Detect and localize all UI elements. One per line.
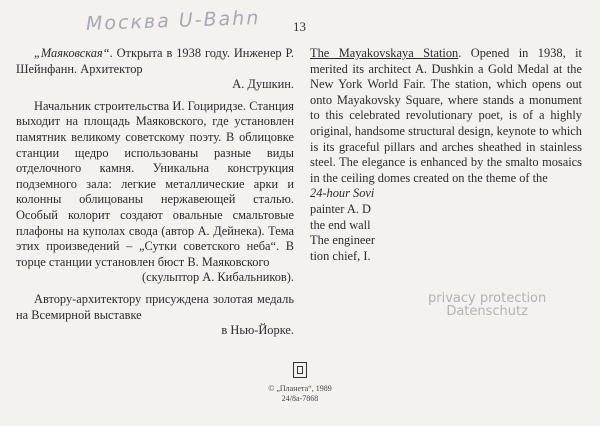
publisher-line-2: 24/8а-7868 (281, 394, 319, 403)
russian-paragraph-3-text: Автору-архитектору присуждена золотая медаль на Всемирной выставке (16, 291, 294, 322)
russian-architect-line: А. Душкин. (232, 77, 294, 92)
russian-paragraph-3 (16, 292, 294, 339)
page-number: 13 (293, 19, 306, 34)
russian-paragraph-1 (16, 46, 294, 93)
russian-column (16, 46, 294, 339)
russian-newyork-line: в Нью-Йорке. (221, 323, 294, 338)
english-endwall-line: the end wall (310, 217, 371, 232)
station-name-ru: „Маяковская“ (34, 46, 110, 60)
russian-paragraph-1-text: . Открыта в 1938 году. Инженер Р. Шейнфанн. Архитектор (16, 46, 294, 76)
english-italic-fragment: 24-hour Sovi (310, 186, 375, 201)
watermark-line-1: privacy protection (428, 291, 547, 306)
english-section-line: tion chief, I. (310, 248, 371, 263)
english-engineer-line: The engineer (310, 233, 376, 248)
english-painter-line: painter A. D (310, 201, 371, 216)
privacy-watermark (428, 292, 546, 318)
cropped-area (381, 195, 561, 279)
publisher-block (240, 362, 360, 404)
russian-sculptor-line: (скульптор А. Кибальников). (141, 270, 294, 285)
station-name-en: The Mayakovskaya Station (310, 46, 459, 60)
publisher-logo-icon (293, 362, 307, 378)
handwritten-note: Москва U-Bahn (85, 6, 261, 36)
russian-paragraph-2 (16, 99, 294, 286)
watermark-line-2: Datenschutz (446, 304, 528, 319)
russian-paragraph-2-text: Начальник строительства И. Гоциридзе. Станция выходит на площадь Маяковского, где установлен памятник великому советскому поэту. В облицовке станции щедро использованы разные виды отделочного камня. Уникальна конструкция подземного зала: легкие металлические арки и колонны облицованы нержавеющей сталью. Особый колорит создают овальные смальтовые плафоны на куполах свода (автор А. Дейнека). Тема этих произведений – „Сутки советского неба“. В торце станции установлен бюст В. Маяковского (16, 98, 294, 269)
publisher-line-1: © „Планета“, 1989 (268, 384, 332, 393)
english-text: . Opened in 1938, it merited its architect A. Dushkin a Gold Medal at the New York World Fair. The station, which opens out onto Mayakovsky Square, where stands a monument to this celebrated revolutionary poet, is of a highly original, handsome structural design, keynote to which is its graceful pillars and arches sheathed in stainless steel. The elegance is enhanced by the smalto mosaics in the ceiling domes created on the theme of the (310, 46, 582, 185)
